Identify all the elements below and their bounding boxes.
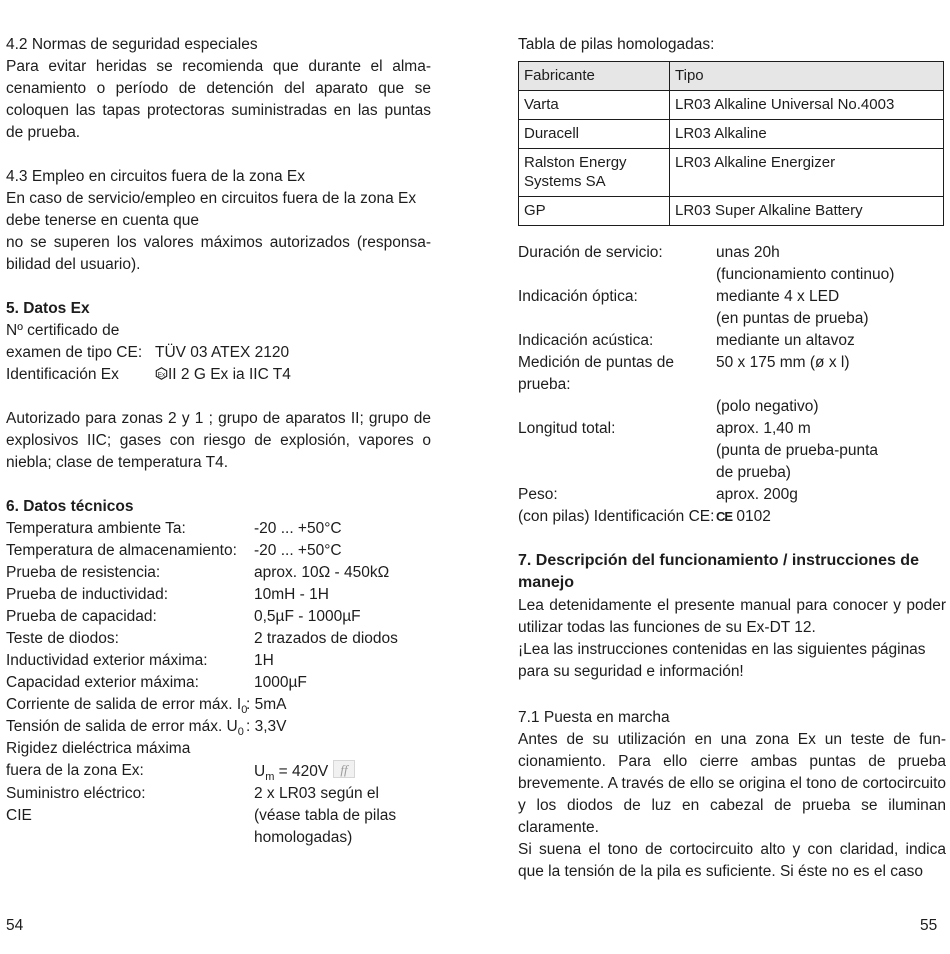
spec-value: mediante 4 x LED [716, 288, 840, 305]
specs-list [518, 242, 946, 506]
section-6-title: 6. Datos técnicos [6, 498, 134, 515]
spec-row [518, 242, 946, 264]
spec-value: 50 x 175 mm (ø x l) [716, 354, 850, 371]
tech-row-u0 [6, 716, 431, 738]
table-row [519, 197, 944, 226]
i0-value: : 5mA [246, 696, 287, 713]
spec-label: Duración de servicio: [518, 244, 663, 261]
tech-row-value: 0,5µF - 1000µF [254, 608, 361, 625]
spec-row [518, 308, 946, 330]
manufacturer-cell: Duracell [519, 120, 670, 149]
ex-hexagon-icon [155, 367, 168, 380]
tech-row [6, 672, 431, 694]
cie-row-2 [6, 827, 431, 849]
spec-value: de prueba) [716, 464, 791, 481]
manufacturer-cell: GP [519, 197, 670, 226]
spec-label: Indicación óptica: [518, 288, 638, 305]
table-header-row [519, 62, 944, 91]
tech-row-label: Temperatura de almacenamiento: [6, 542, 237, 559]
spec-row [518, 396, 946, 418]
spec-label [518, 440, 716, 462]
svg-text:Ex: Ex [157, 371, 166, 379]
ex-id-value: II 2 G Ex ia IIC T4 [168, 366, 291, 383]
manufacturer-cell: Varta [519, 91, 670, 120]
section-4-2-body: Para evitar heridas se recomienda que durante el almacenamiento o período de detención del aparato que se coloquen las tapas protectoras suministradas en las puntas de prueba. [6, 58, 431, 141]
spec-label: Medición de puntas de prueba: [518, 354, 674, 393]
table-row [519, 149, 944, 197]
cert-label-line1: Nº certificado de [6, 322, 120, 339]
tech-row-value: aprox. 10Ω - 450kΩ [254, 564, 390, 581]
section-7-title: 7. Descripción del funcionamiento / instrucciones de manejo [518, 552, 919, 591]
battery-table-title: Tabla de pilas homologadas: [518, 36, 715, 53]
um-value: = 420V [274, 763, 329, 780]
tech-row-value: -20 ... +50°C [254, 520, 342, 537]
spec-label: Peso: [518, 486, 558, 503]
tech-row [6, 518, 431, 540]
tech-row-value: 1000µF [254, 674, 307, 691]
suministro-row [6, 783, 431, 805]
tech-row [6, 650, 431, 672]
spec-value: aprox. 1,40 m [716, 420, 811, 437]
spec-value: unas 20h [716, 244, 780, 261]
spec-value: (en puntas de prueba) [716, 310, 869, 327]
table-row [519, 120, 944, 149]
section-4-3-line2: no se superen los valores máximos autorizados (responsabilidad del usuario). [6, 234, 431, 273]
spec-row [518, 264, 946, 286]
spec-row [518, 440, 946, 462]
tech-row-label: Temperatura ambiente Ta: [6, 520, 186, 537]
type-cell: LR03 Alkaline Energizer [670, 149, 944, 197]
u0-label: Tensión de salida de error máx. U [6, 718, 238, 735]
tech-row-value: -20 ... +50°C [254, 542, 342, 559]
spec-row [518, 484, 946, 506]
page-number-right: 55 [920, 917, 938, 934]
battery-table [518, 61, 944, 226]
cie-row [6, 805, 431, 827]
section-4-3-title: 4.3 Empleo en circuitos fuera de la zona Ex [6, 168, 305, 185]
um-label: U [254, 763, 266, 780]
tech-row-label: Teste de diodos: [6, 630, 119, 647]
section-4-2-title: 4.2 Normas de seguridad especiales [6, 36, 258, 53]
ce-label: (con pilas) Identificación CE: [518, 508, 715, 525]
spec-label [518, 264, 716, 286]
left-page [6, 34, 431, 849]
spec-row [518, 352, 946, 396]
cie-label: CIE [6, 807, 32, 824]
tech-row-label: Inductividad exterior máxima: [6, 652, 208, 669]
spec-row [518, 418, 946, 440]
tech-row-i0 [6, 694, 431, 716]
tech-row-value: 1H [254, 652, 274, 669]
tech-row-label: Prueba de resistencia: [6, 564, 161, 581]
spec-value: (funcionamiento continuo) [716, 266, 895, 283]
ex-id-row [6, 364, 431, 386]
ce-row [518, 506, 946, 528]
spec-row [518, 462, 946, 484]
tech-row-label: Prueba de capacidad: [6, 608, 157, 625]
type-cell: Tipo [670, 62, 944, 91]
tech-row-label: Capacidad exterior máxima: [6, 674, 199, 691]
tech-row [6, 584, 431, 606]
type-cell: LR03 Super Alkaline Battery [670, 197, 944, 226]
ff-mark-icon [333, 760, 355, 778]
spec-value: mediante un altavoz [716, 332, 855, 349]
manufacturer-cell: Fabricante [519, 62, 670, 91]
ex-id-label: Identificación Ex [6, 366, 119, 383]
cie-value-line1: (véase tabla de pilas [254, 807, 397, 824]
ex-id-value-wrap [155, 364, 291, 386]
um-sub: m [265, 771, 275, 784]
spec-row [518, 330, 946, 352]
section-5-body: Autorizado para zonas 2 y 1 ; grupo de aparatos II; grupo de explosivos IIC; gases con riesgo de explosión, vapores o niebla; clase de temperatura T4. [6, 410, 431, 471]
section-5-title: 5. Datos Ex [6, 300, 90, 317]
tech-row [6, 606, 431, 628]
section-7-1-p2: Si suena el tono de cortocircuito alto y con claridad, indica que la tensión de la pila es suficiente. Si éste no es el caso [518, 841, 946, 880]
i0-label: Corriente de salida de error máx. I [6, 696, 242, 713]
cie-value-line2: homologadas) [254, 829, 353, 846]
cert-value: TÜV 03 ATEX 2120 [155, 344, 290, 361]
section-4-3-line1: En caso de servicio/empleo en circuitos fuera de la zona Ex debe tenerse en cuenta que [6, 190, 417, 229]
spec-label: Longitud total: [518, 420, 616, 437]
tech-row [6, 562, 431, 584]
spec-value: (punta de prueba-punta [716, 442, 879, 459]
spec-label [518, 308, 716, 330]
section-7-1-p1: Antes de su utilización en una zona Ex un teste de funcionamiento. Para ello cierre ambas puntas de prueba brevemente. A través de ello se origina el tono de cortocircuito y los diodos de luz en cabezal de prueba se iluminan claramente. [518, 731, 946, 836]
spec-row [518, 286, 946, 308]
rigidez-label-line2: fuera de la zona Ex: [6, 762, 144, 779]
ce-value: 0102 [732, 508, 771, 525]
cert-row [6, 342, 431, 364]
tech-row-value: 10mH - 1H [254, 586, 329, 603]
tech-row-value: 2 trazados de diodos [254, 630, 398, 647]
u0-sub: 0 [237, 726, 244, 739]
section-7-p2: ¡Lea las instrucciones contenidas en las siguientes páginas para su seguridad e información! [518, 641, 926, 680]
tech-row [6, 628, 431, 650]
spec-label [518, 396, 716, 418]
section-7-1-title: 7.1 Puesta en marcha [518, 709, 670, 726]
ce-mark-icon: CE [716, 509, 733, 524]
cert-label-line2: examen de tipo CE: [6, 344, 143, 361]
type-cell: LR03 Alkaline Universal No.4003 [670, 91, 944, 120]
right-page [518, 34, 946, 883]
section-7-p1: Lea detenidamente el presente manual para conocer y poder utilizar todas las funciones de su Ex-DT 12. [518, 597, 946, 636]
suministro-label: Suministro eléctrico: [6, 785, 146, 802]
spec-value: aprox. 200g [716, 486, 798, 503]
tech-row [6, 540, 431, 562]
type-cell: LR03 Alkaline [670, 120, 944, 149]
spec-label: Indicación acústica: [518, 332, 654, 349]
spec-label [518, 462, 716, 484]
suministro-value: 2 x LR03 según el [254, 785, 379, 802]
rigidez-label-line1: Rigidez dieléctrica máxima [6, 740, 191, 757]
svg-text:ff: ff [339, 762, 348, 777]
tech-data-list [6, 518, 431, 694]
i0-sub: 0 [241, 704, 248, 717]
u0-value: : 3,3V [246, 718, 287, 735]
table-row [519, 91, 944, 120]
spec-value: (polo negativo) [716, 398, 819, 415]
manufacturer-cell: Ralston Energy Systems SA [519, 149, 670, 197]
rigidez-row [6, 760, 431, 783]
page-number-left: 54 [6, 917, 24, 934]
tech-row-label: Prueba de inductividad: [6, 586, 169, 603]
